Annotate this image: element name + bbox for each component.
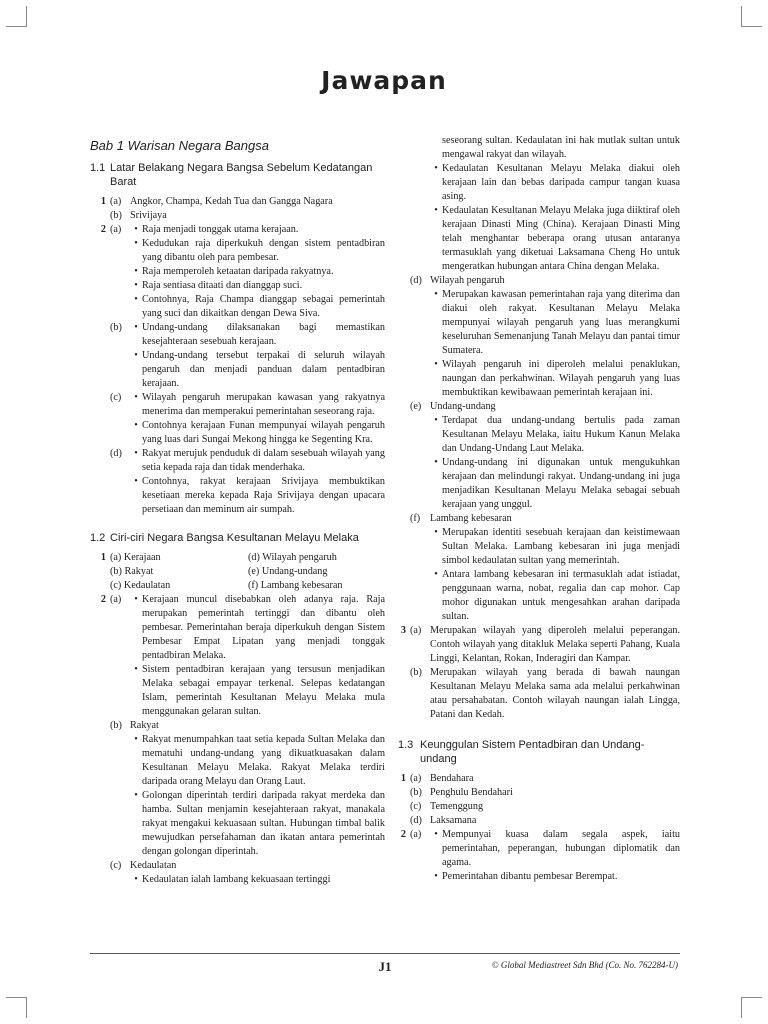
bullet-list	[130, 391, 385, 447]
list-item: • Raja sentiasa ditaati dan dianggap suci.	[134, 280, 303, 291]
list-item: • Undang-undang tersebut terpakai di seluruh wilayah pengaruh dan menjadi panduan dalam pentadbiran kerajaan.	[134, 350, 385, 389]
answer-row: 2 (a) • Mempunyai kuasa dalam segala aspek, iaitu pemerintahan, peperangan, hubungan diplomatik dan agama. • Pemerintahan dibantu pembesar Berempat.	[400, 829, 680, 882]
list-item: • Contohnya, Raja Champa dianggap sebagai pemerintah yang suci dan dikaitkan dengan Dewa Siva.	[134, 294, 385, 319]
answer-row: (b) Merupakan wilayah yang berada di bawah naungan Kesultanan Melayu Melaka sama ada melalui perkahwinan atau persahabatan. Contoh wilayah naungan ialah Lingga, Patani dan Kedah.	[410, 667, 680, 720]
list-item: • Contohnya, rakyat kerajaan Srivijaya membuktikan kesetiaan mereka kepada Raja Srivijaya dengan upacara persetiaan dan meminum air sumpah.	[134, 476, 385, 515]
list-item: • Kedaulatan ialah lambang kekuasaan tertinggi	[134, 874, 331, 885]
list-item: • Pemerintahan dibantu pembesar Berempat.	[434, 871, 618, 882]
answer-row: (c) Temenggung	[410, 801, 484, 812]
bullet-list	[430, 162, 680, 274]
answer-row: 1 (a) Kerajaan (d) Wilayah pengaruh (b) Rakyat (e) Undang-undang (c) Kedaulatan (f) Lambang kebesaran	[90, 551, 385, 593]
list-item: • Raja memperoleh ketaatan daripada rakyatnya.	[134, 266, 334, 277]
bullet-list	[130, 873, 385, 887]
chapter-heading: Bab 1 Warisan Negara Bangsa	[90, 138, 269, 153]
crop-mark-bottom-right	[741, 997, 762, 1018]
bullet-list	[430, 414, 680, 512]
answer-row	[398, 162, 680, 274]
answer-row	[398, 526, 680, 624]
answer-grid-row: (c) Kedaulatan (f) Lambang kebesaran	[110, 580, 343, 591]
answer-row: 1 (a) Bendahara	[400, 773, 474, 784]
list-item: • Wilayah pengaruh ini diperoleh melalui penaklukan, naungan dan perkahwinan. Wilayah pengaruh yang luas membuktikan kewibawaan pemerintah kerajaan ini.	[434, 359, 680, 398]
list-item: • Undang-undang ini digunakan untuk mengukuhkan kerajaan dan melindungi rakyat. Undang-undang ini juga menjadikan Kesultanan Melayu Melaka sebagai sebuah kerajaan yang unggul.	[434, 457, 680, 510]
list-item: • Rakyat merujuk penduduk di dalam sesebuah wilayah yang setia kepada raja dan tidak menderhaka.	[134, 448, 385, 473]
bullet-list	[130, 223, 385, 321]
list-item: • Kerajaan muncul disebabkan oleh adanya raja. Raja merupakan pemerintah tertinggi dan dibantu oleh pembesar. Pemerintahan beraja diperkukuh dengan Sistem Pembesar Empat Lipatan yang menjadi tonggak pentadbiran Melaka.	[134, 594, 385, 661]
list-item: • Terdapat dua undang-undang bertulis pada zaman Kesultanan Melayu Melaka, iaitu Hukum Kanun Melaka dan Undang-Undang Laut Melaka.	[434, 415, 680, 454]
answer-row: (c) • Wilayah pengaruh merupakan kawasan yang rakyatnya menerima dan memperakui pemerintahan seseorang raja. • Contohnya kerajaan Funan mempunyai wilayah pengaruh yang luas dari Sungai Mekong hingga ke Segenting Kra.	[110, 392, 385, 445]
left-column	[90, 134, 385, 887]
list-item: • Rakyat menumpahkan taat setia kepada Sultan Melaka dan mematuhi undang-undang yang dikuatkuasakan dalam Kesultanan Melayu Melaka. Rakyat Melaka terdiri daripada orang Melayu dan Orang Laut.	[134, 734, 385, 787]
answer-row: 2 (a) • Kerajaan muncul disebabkan oleh adanya raja. Raja merupakan pemerintah tertinggi dan dibantu oleh pembesar. Pemerintahan beraja diperkukuh dengan Sistem Pembesar Empat Lipatan yang menjadi tonggak pentadbiran Melaka. • Sistem pentadbiran kerajaan yang tersusun menjadikan Melaka sebagai empayar terkenal. Selepas kedatangan Islam, pemerintah Kesultanan Melayu Melaka mula menggunakan gelaran sultan.	[100, 594, 385, 717]
footer-divider	[90, 953, 680, 954]
answer-row: (d) • Rakyat merujuk penduduk di dalam sesebuah wilayah yang setia kepada raja dan tidak menderhaka. • Contohnya, rakyat kerajaan Srivijaya membuktikan kesetiaan mereka kepada Raja Srivijaya dengan upacara persetiaan dan meminum air sumpah.	[110, 448, 385, 515]
answer-row: (c) Kedaulatan	[110, 860, 177, 871]
answer-row	[398, 414, 680, 512]
answer-row: (b) Rakyat	[110, 720, 159, 731]
section-heading-1-3: 1.3 Keunggulan Sistem Pentadbiran dan Undang-undang	[398, 739, 645, 765]
answer-row	[90, 733, 385, 859]
list-item: • Wilayah pengaruh merupakan kawasan yang rakyatnya menerima dan memperakui pemerintahan seseorang raja.	[134, 392, 385, 417]
answer-row	[90, 873, 385, 887]
answer-row: seseorang sultan. Kedaulatan ini hak mutlak sultan untuk mengawal rakyat dan wilayah.	[442, 135, 680, 160]
list-item: • Raja menjadi tonggak utama kerajaan.	[134, 224, 299, 235]
bullet-list	[130, 593, 385, 719]
answer-row: (b) Penghulu Bendahari	[410, 787, 513, 798]
section-heading-1-2: 1.2 Ciri-ciri Negara Bangsa Kesultanan Melayu Melaka	[90, 532, 359, 544]
answer-row: (e) Undang-undang	[410, 401, 496, 412]
crop-mark-bottom-left	[6, 997, 27, 1018]
bullet-list	[130, 447, 385, 517]
answer-grid-row: (b) Rakyat (e) Undang-undang	[110, 566, 328, 577]
answer-row: 3 (a) Merupakan wilayah yang diperoleh melalui peperangan. Contoh wilayah yang ditakluk Melaka seperti Pahang, Kuala Linggi, Kelantan, Rokan, Inderagiri dan Kampar.	[400, 625, 680, 664]
answer-row: (f) Lambang kebesaran	[410, 513, 512, 524]
bullet-list	[130, 733, 385, 859]
list-item: • Mempunyai kuasa dalam segala aspek, iaitu pemerintahan, peperangan, hubungan diplomatik dan agama.	[434, 829, 680, 868]
answer-row	[398, 288, 680, 400]
answer-grid-row: (a) Kerajaan (d) Wilayah pengaruh	[110, 552, 337, 563]
answer-row: 1 (a) Angkor, Champa, Kedah Tua dan Gangga Nagara	[100, 196, 333, 207]
page-number: J1	[378, 959, 392, 974]
answer-row: (d) Wilayah pengaruh	[410, 275, 505, 286]
list-item: • Kedudukan raja diperkukuh dengan sistem pentadbiran yang dibantu oleh para pembesar.	[134, 238, 385, 263]
list-item: • Undang-undang dilaksanakan bagi memastikan kesejahteraan sesebuah kerajaan.	[134, 322, 385, 347]
answer-row: (d) Laksamana	[410, 815, 477, 826]
crop-mark-top-right	[741, 6, 762, 27]
answer-row: (b) • Undang-undang dilaksanakan bagi memastikan kesejahteraan sesebuah kerajaan. • Undang-undang tersebut terpakai di seluruh wilayah pengaruh dan menjadi panduan dalam pentadbiran kerajaan.	[110, 322, 385, 389]
list-item: • Merupakan kawasan pemerintahan raja yang diterima dan diakui oleh rakyat. Kesultanan Melayu Melaka mempunyai wilayah pengaruh yang luas merangkumi keseluruhan Semenanjung Tanah Melayu dan pantai timur Sumatera.	[434, 289, 680, 356]
list-item: • Sistem pentadbiran kerajaan yang tersusun menjadikan Melaka sebagai empayar terkenal. Selepas kedatangan Islam, pemerintah Kesultanan Melayu Melaka mula menggunakan gelaran sultan.	[134, 664, 385, 717]
right-column	[398, 134, 680, 884]
bullet-list	[430, 288, 680, 400]
bullet-list	[430, 526, 680, 624]
answer-row: 2 (a) • Raja menjadi tonggak utama kerajaan. • Kedudukan raja diperkukuh dengan sistem pentadbiran yang dibantu oleh para pembesar. • Raja memperoleh ketaatan daripada rakyatnya. • Raja sentiasa ditaati dan dianggap suci. • Contohnya, Raja Champa dianggap sebagai pemerintah yang suci dan dikaitkan dengan Dewa Siva.	[100, 224, 385, 319]
list-item: • Antara lambang kebesaran ini termasuklah adat istiadat, penggunaan warna, nobat, regalia dan cap mohor. Cap mohor digunakan untuk mengesahkan arahan daripada sultan.	[434, 569, 680, 622]
section-heading-1-1: 1.1 Latar Belakang Negara Bangsa Sebelum Kedatangan Barat	[90, 162, 373, 188]
bullet-list	[130, 321, 385, 391]
bullet-list	[430, 828, 680, 884]
list-item: • Contohnya kerajaan Funan mempunyai wilayah pengaruh yang luas dari Sungai Mekong hingga ke Segenting Kra.	[134, 420, 385, 445]
list-item: • Kedaulatan Kesultanan Melayu Melaka juga diiktiraf oleh kerajaan Dinasti Ming (China). Kerajaan Dinasti Ming telah menghantar beberapa orang utusan antaranya termasuklah yang diketuai Laksamana Cheng Ho untuk mengeratkan hubungan antara China dengan Melaka.	[434, 205, 680, 272]
copyright-notice: © Global Mediastreet Sdn Bhd (Co. No. 762284-U)	[491, 960, 678, 970]
page-title: Jawapan	[321, 66, 447, 95]
list-item: • Kedaulatan Kesultanan Melayu Melaka diakui oleh kerajaan lain dan bebas daripada campur tangan kuasa asing.	[434, 163, 680, 202]
crop-mark-top-left	[6, 6, 27, 27]
answer-row: (b) Srivijaya	[110, 210, 167, 221]
list-item: • Golongan diperintah terdiri daripada rakyat merdeka dan hamba. Sultan menjamin kesejahteraan rakyat, manakala rakyat mengakui kekuasaan sultan. Hubungan timbal balik mewujudkan persefahaman dan ikatan antara pemerintah dengan golongan diperintah.	[134, 790, 385, 857]
list-item: • Merupakan identiti sesebuah kerajaan dan keistimewaan Sultan Melaka. Lambang kebesaran ini juga menjadi simbol kedaulatan sultan yang memerintah.	[434, 527, 680, 566]
